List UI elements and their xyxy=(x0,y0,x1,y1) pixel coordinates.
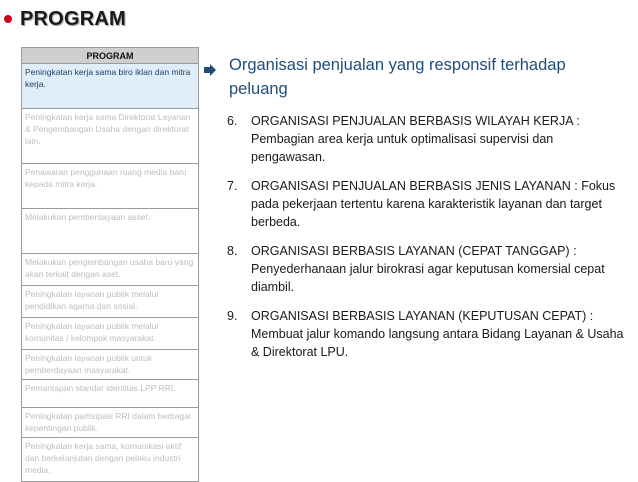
item-number: 7. xyxy=(227,179,238,193)
item-text: ORGANISASI BERBASIS LAYANAN (CEPAT TANGGAP) : Penyederhanaan jalur birokrasi agar keputusan komersial cepat diambil. xyxy=(251,244,605,294)
program-row-10[interactable]: Peningkatan partisipasi RRI dalam berbagai kepentingan publik. xyxy=(22,408,198,438)
program-table-header: PROGRAM xyxy=(22,48,198,64)
item-text: ORGANISASI PENJUALAN BERBASIS JENIS LAYANAN : Fokus pada pekerjaan tertentu karena karakteristik layanan dan target berbeda. xyxy=(251,179,616,229)
detail-item xyxy=(227,112,629,166)
program-row-2[interactable]: Peningkatan kerja sama Direktorat Layanan & Pengembangan Usaha dengan direktorat lain. xyxy=(22,109,198,164)
bullet-dot-icon xyxy=(4,15,12,23)
program-row-7[interactable]: Peningkatan layanan publik melalui komunitas / kelompok masyarakat. xyxy=(22,318,198,350)
arrow-right-icon xyxy=(203,63,217,77)
program-row-5[interactable]: Melakukan pengembangan usaha baru yang akan terkait dengan aset. xyxy=(22,254,198,286)
program-row-3[interactable]: Penawaran penggunaan ruang media baru kepada mitra kerja. xyxy=(22,164,198,209)
program-row-9[interactable]: Pemantapan standar identitas LPP RRI. xyxy=(22,380,198,408)
program-table xyxy=(21,47,199,482)
detail-item xyxy=(227,242,629,296)
program-row-1[interactable]: Peningkatan kerja sama biro iklan dan mitra kerja. xyxy=(22,64,198,109)
program-row-11[interactable]: Peningkatan kerja sama, komunikasi aktif dan berkelanjutan dengan pelaku industri media. xyxy=(25,441,182,475)
detail-list xyxy=(227,112,629,372)
program-row-4[interactable]: Melakukan pemberdayaan asset. xyxy=(22,209,198,254)
item-text: ORGANISASI PENJUALAN BERBASIS WILAYAH KERJA : Pembagian area kerja untuk optimalisasi supervisi dan pengawasan. xyxy=(251,114,580,164)
program-row-6[interactable]: Peningkatan layanan publik melalui pendidikan agama dan sosial. xyxy=(22,286,198,318)
slide-title-row xyxy=(4,6,126,32)
item-number: 6. xyxy=(227,114,238,128)
item-number: 9. xyxy=(227,309,238,323)
item-text: ORGANISASI BERBASIS LAYANAN (KEPUTUSAN CEPAT) : Membuat jalur komando langsung antara Bidang Layanan & Usaha & Direktorat LPU. xyxy=(251,309,624,359)
detail-item xyxy=(227,177,629,231)
program-row-8[interactable]: Peningkatan layanan publik untuk pemberdayaan masyarakat. xyxy=(22,350,198,380)
slide-title: PROGRAM xyxy=(20,7,126,30)
item-number: 8. xyxy=(227,244,238,258)
detail-item xyxy=(227,307,629,361)
detail-heading: Organisasi penjualan yang responsif terhadap peluang xyxy=(229,56,566,98)
